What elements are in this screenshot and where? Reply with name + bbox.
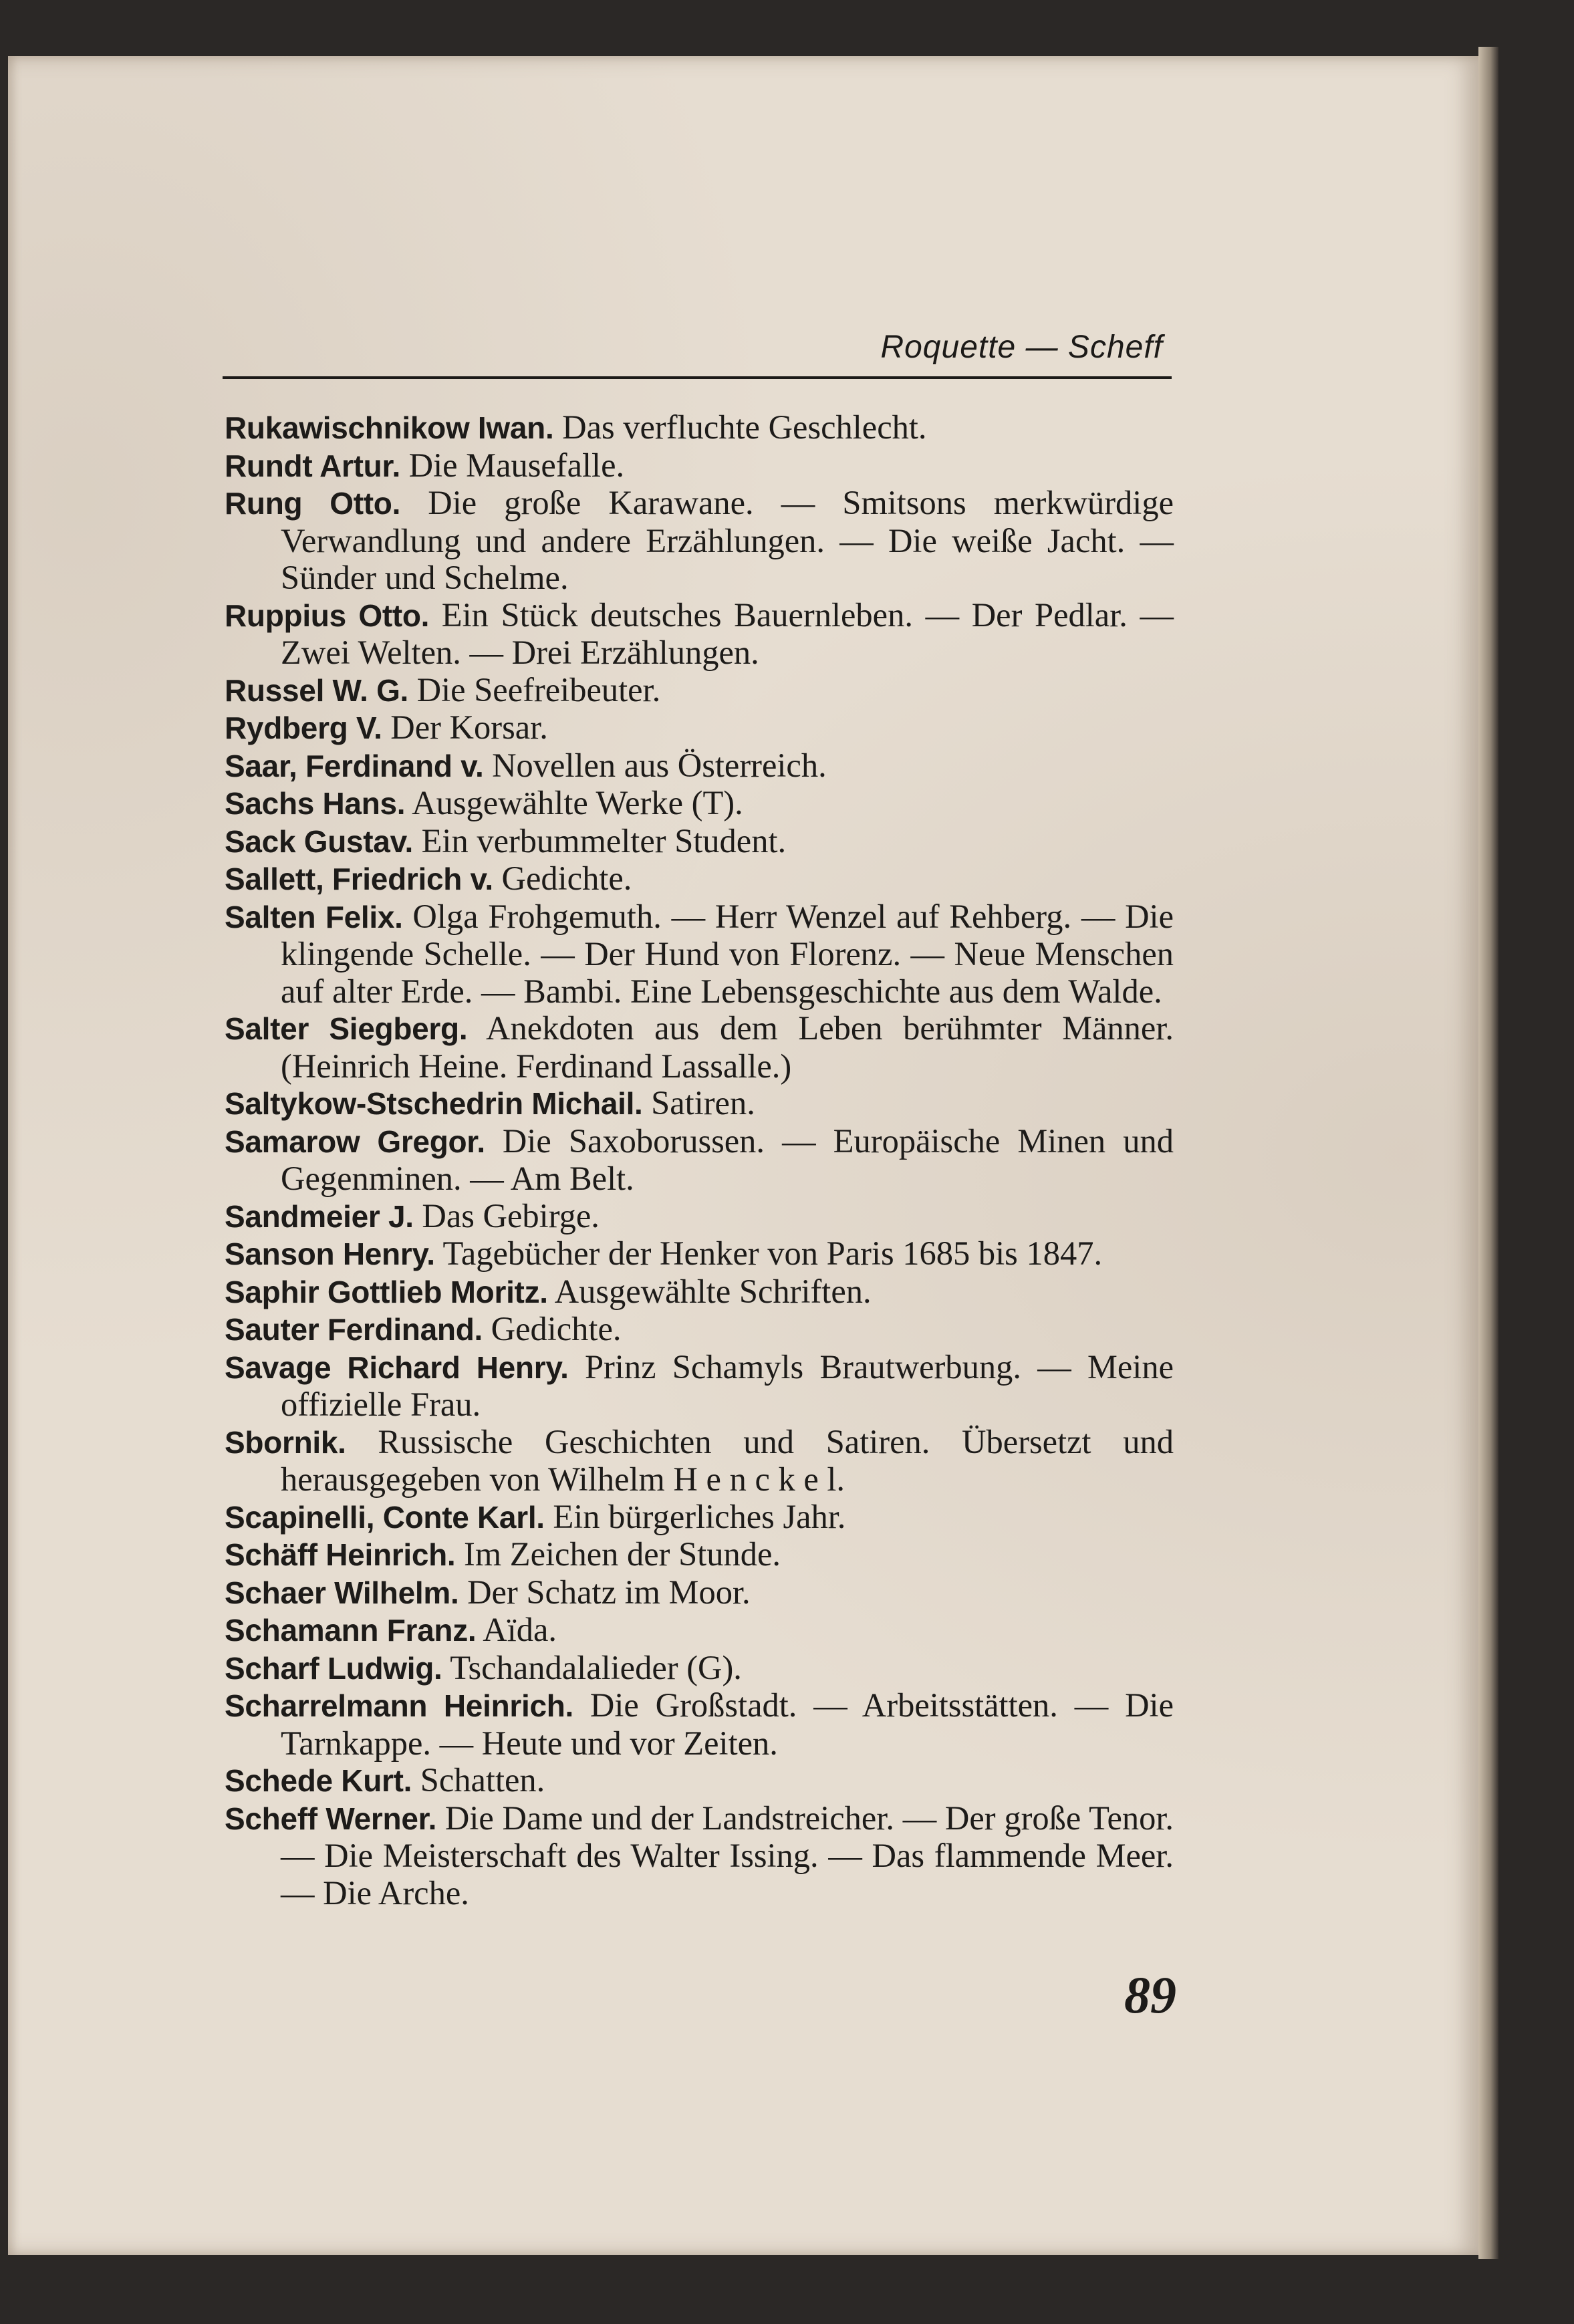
page-number: 89 [1124,1966,1176,2024]
titles: Ausgewählte Werke (T). [412,784,743,821]
author-name: Sauter Ferdinand. [225,1312,483,1347]
author-name: Saar, Ferdinand v. [225,748,484,783]
titles: Der Korsar. [390,708,548,746]
list-item [225,1536,1174,1574]
list-item [225,447,1174,485]
list-item [225,597,1174,672]
author-name: Schäff Heinrich. [225,1537,456,1572]
list-item [225,860,1174,898]
titles: Russische Geschichten und Satiren. Übersetzt und herausgegeben von Wilhelm H e n c k e l. [281,1422,1174,1498]
list-item [225,1611,1174,1650]
titles: Die Dame und der Landstreicher. — Der große Tenor. — Die Meisterschaft des Walter Issing. — Das flammende Meer. — Die Arche. [281,1799,1174,1912]
author-name: Rukawischnikow Iwan. [225,410,554,445]
list-item [225,1424,1174,1499]
entry-list [225,409,1174,1912]
list-item [225,409,1174,447]
titles: Prinz Schamyls Brautwerbung. — Meine offizielle Frau. [281,1347,1174,1423]
author-name: Schede Kurt. [225,1763,412,1798]
author-name: Scapinelli, Conte Karl. [225,1499,545,1535]
titles: Gedichte. [501,860,632,897]
author-name: Sachs Hans. [225,786,406,821]
list-item [225,1273,1174,1311]
titles: Schatten. [420,1761,545,1799]
list-item [225,1650,1174,1688]
running-head: Roquette — Scheff [880,330,1163,365]
titles: Gedichte. [491,1310,622,1347]
list-item [225,1762,1174,1800]
author-name: Saphir Gottlieb Moritz. [225,1274,548,1309]
list-item [225,709,1174,747]
author-name: Sanson Henry. [225,1237,435,1271]
list-item [225,898,1174,1011]
author-name: Sack Gustav. [225,823,413,859]
titles: Im Zeichen der Stunde. [464,1535,781,1573]
titles: Ein Stück deutsches Bauernleben. — Der Pedlar. — Zwei Welten. — Drei Erzählungen. [281,596,1174,671]
list-item [225,1123,1174,1198]
list-item [225,672,1174,710]
author-name: Scharf Ludwig. [225,1650,442,1686]
author-name: Sallett, Friedrich v. [225,862,493,896]
author-name: Rung Otto. [225,486,401,521]
author-name: Ruppius Otto. [225,598,430,633]
author-name: Saltykow-Stschedrin Michail. [225,1086,643,1121]
author-name: Sandmeier J. [225,1198,414,1234]
titles: Die Großstadt. — Arbeitsstätten. — Die Tarnkappe. — Heute und vor Zeiten. [281,1686,1174,1762]
list-item [225,1010,1174,1085]
titles: Tschandalalieder (G). [450,1648,742,1686]
author-name: Savage Richard Henry. [225,1349,569,1385]
list-item [225,1574,1174,1612]
author-name: Schaer Wilhelm. [225,1575,459,1610]
titles: Der Schatz im Moor. [467,1573,751,1611]
list-item [225,785,1174,823]
list-item [225,1499,1174,1537]
list-item [225,1800,1174,1912]
titles: Die Mausefalle. [408,446,625,484]
titles: Anekdoten aus dem Leben berühmter Männer. (Heinrich Heine. Ferdinand Lassalle.) [281,1009,1174,1085]
titles: Tagebücher der Henker von Paris 1685 bis 1847. [442,1235,1103,1272]
header-rule [223,376,1172,379]
list-item [225,1687,1174,1762]
list-item [225,1349,1174,1424]
list-item [225,823,1174,861]
author-name: Sbornik. [225,1424,346,1460]
author-name: Rydberg V. [225,711,382,745]
titles: Das Gebirge. [422,1196,600,1235]
titles: Die Saxoborussen. — Europäische Minen und Gegenminen. — Am Belt. [281,1122,1174,1197]
titles: Aïda. [483,1611,557,1648]
author-name: Rundt Artur. [225,448,400,483]
list-item [225,1311,1174,1349]
list-item [225,1235,1174,1273]
author-name: Scharrelmann Heinrich. [225,1688,574,1723]
titles: Ein verbummelter Student. [421,821,787,860]
author-name: Salter Siegberg. [225,1011,468,1046]
author-name: Salten Felix. [225,899,403,934]
titles: Ein bürgerliches Jahr. [553,1497,846,1535]
list-item [225,747,1174,785]
author-name: Schamann Franz. [225,1613,477,1648]
titles: Novellen aus Österreich. [492,746,827,784]
author-name: Scheff Werner. [225,1801,437,1836]
titles: Die Seefreibeuter. [416,670,661,708]
list-item [225,485,1174,597]
titles: Ausgewählte Schriften. [554,1272,872,1310]
list-item [225,1198,1174,1236]
author-name: Russel W. G. [225,672,409,708]
author-name: Samarow Gregor. [225,1124,485,1159]
titles: Das verfluchte Geschlecht. [562,408,927,446]
titles: Satiren. [651,1084,755,1122]
titles: Die große Karawane. — Smitsons merkwürdige Verwandlung und andere Erzählungen. — Die weiße Jacht. — Sünder und Schelme. [281,484,1174,596]
list-item [225,1085,1174,1123]
page-edge [1478,47,1498,2259]
titles: Olga Frohgemuth. — Herr Wenzel auf Rehberg. — Die klingende Schelle. — Der Hund von Florenz. — Neue Menschen auf alter Erde. — Bambi. Eine Lebensgeschichte aus dem Walde. [281,897,1174,1010]
